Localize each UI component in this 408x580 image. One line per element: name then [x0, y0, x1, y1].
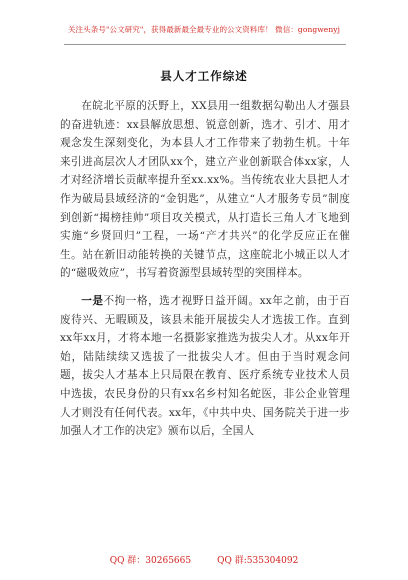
paragraph-intro: [60, 97, 350, 283]
document-body: [60, 97, 350, 441]
paragraph-lead-label: 一是: [81, 294, 104, 307]
header-banner: 关注头条号"公文研究"，获得最新最全最专业的公文资料库！ 微信：gongwenyj: [67, 25, 341, 34]
footer-contact: [0, 553, 408, 566]
footer-qq-group-2: QQ 群:535304092: [217, 556, 299, 566]
paragraph-first-point-text: 不拘一格，选才视野日益开阔。xx年之前，由于百废待兴、无暇顾及，该县未能开展拔尖人才选拔工作。直到xx年xx月，才将本地一名摄影家推选为拔尖人才。从xx年开始，陆陆续续又选拔了一批拔尖人才。但由于当时观念问题，拔尖人才基本上只局限在教育、医疗系统专业技术人员中选拔，农民身份的只有xx名乡村知名蛇医，非公企业管理人才则没有任何代表。xx年，《中共中央、国务院关于进一步加强人才工作的决定》颁布以后，全国人: [60, 294, 350, 438]
document-title: 县人才工作综述: [160, 69, 248, 83]
paragraph-intro-text: 在皖北平原的沃野上，XX县用一组数据勾勒出人才强县的奋进轨迹：xx县解放思想、锐意创新，选才、引才、用才观念发生深刻变化，为本县人才工作带来了勃勃生机。十年来引进高层次人才团队xx个，建立产业创新联合体xx家，人才对经济增长贡献率提升至xx.xx%。当传统农业大县把人才作为破局县域经济的“金钥匙”，从建立“人才服务专员”制度到创新“揭榜挂帅”项目攻关模式，从打造长三角人才飞地到实施“乡贤回归”工程，一场“产才共兴”的化学反应正在催生。站在新旧动能转换的关键节点，这座皖北小城正以人才的“磁吸效应”，书写着资源型县域转型的突围样本。: [60, 100, 350, 280]
paragraph-first-point: [60, 292, 350, 441]
footer-qq-group-1: QQ 群：30265665: [109, 556, 192, 566]
header-divider: [64, 44, 346, 45]
